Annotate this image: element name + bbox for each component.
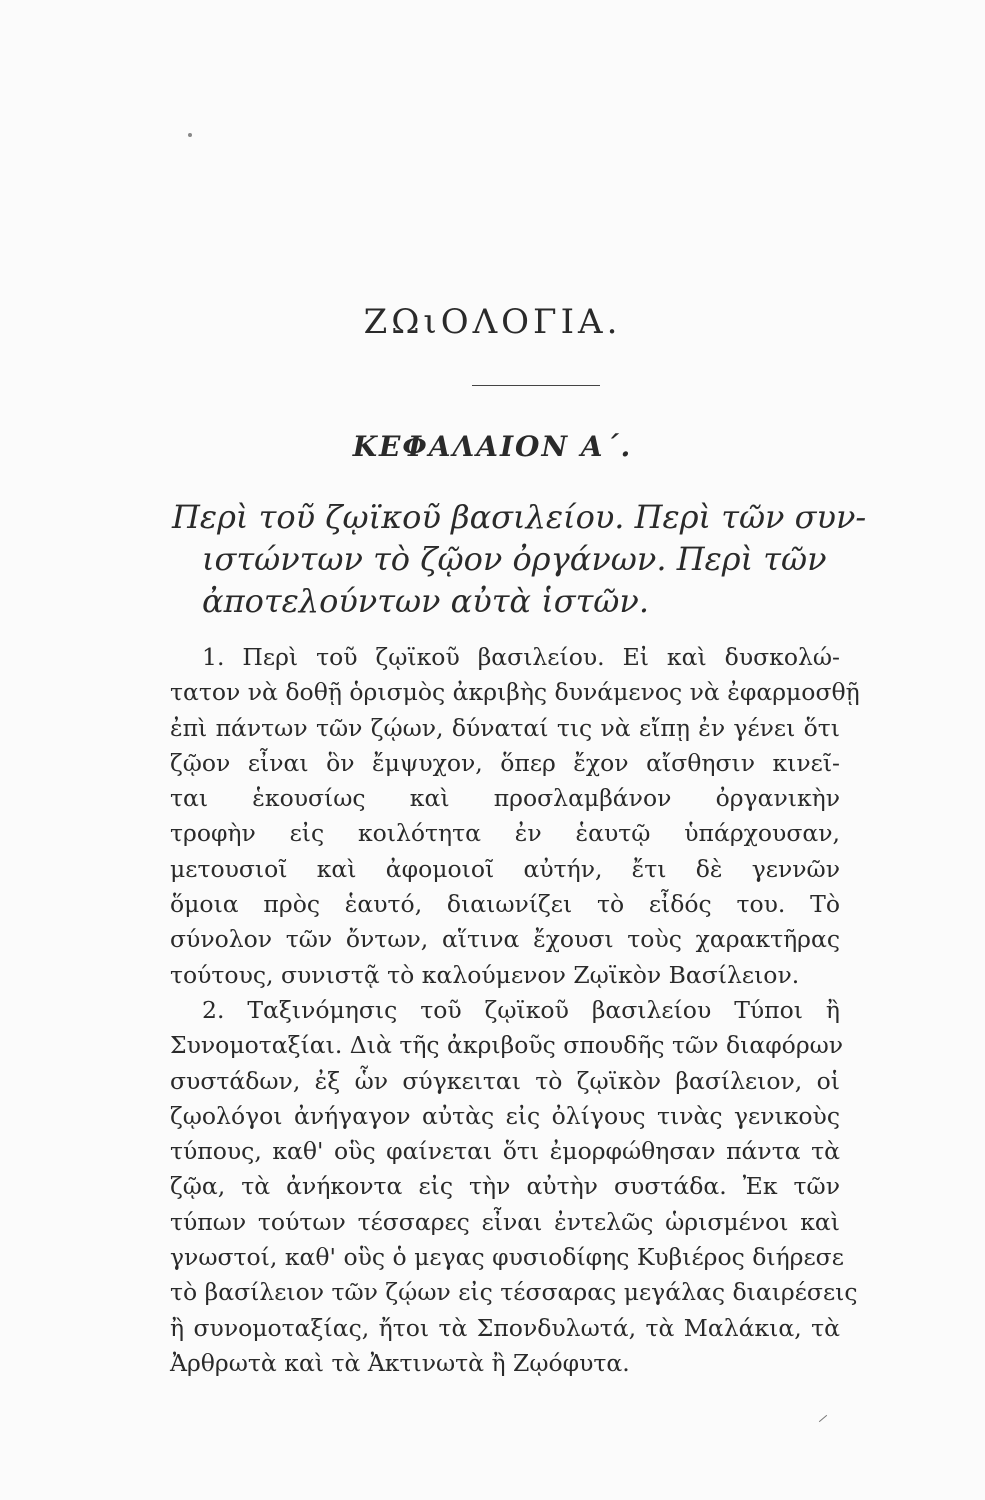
speck-mark <box>188 133 192 137</box>
title-divider <box>472 385 600 386</box>
paragraph-1-line: τούτους, συνιστᾷ τὸ καλούμενον Ζῳϊκὸν Βασίλειον. <box>170 960 800 989</box>
stray-mark <box>819 1415 827 1422</box>
paragraph-1-line: τατον νὰ δοθῇ ὁρισμὸς ἀκριβὴς δυνάμενος νὰ ἐφαρμοσθῇ <box>170 678 860 707</box>
paragraph-1-line: 1. Περὶ τοῦ ζῳϊκοῦ βασιλείου. Εἰ καὶ δυσκολώ- <box>202 643 840 671</box>
paragraph-2-line: γνωστοί, καθ' οὓς ὁ μεγας φυσιοδίφης Κυβιέρος διήρεσε <box>170 1243 844 1272</box>
paragraph-1-line: ται ἑκουσίως καὶ προσλαμβάνον ὀργανικὴν <box>170 784 840 813</box>
paragraph-1-line: ὅμοια πρὸς ἑαυτό, διαιωνίζει τὸ εἶδός του. Τὸ <box>170 890 840 919</box>
page-title: ΖΩιΟΛΟΓΙΑ. <box>363 302 622 342</box>
paragraph-2-line: ζῷα, τὰ ἀνήκοντα εἰς τὴν αὐτὴν συστάδα. Ἐκ τῶν <box>170 1172 840 1201</box>
paragraph-2-line: Συνομοταξίαι. Διὰ τῆς ἀκριβοῦς σπουδῆς τῶν διαφόρων <box>170 1031 844 1060</box>
paragraph-2-line: τὸ βασίλειον τῶν ζῴων εἰς τέσσαρας μεγάλας διαιρέσεις <box>170 1278 858 1307</box>
summary-line: ιστώντων τὸ ζῷον ὀργάνων. Περὶ τῶν <box>202 540 827 578</box>
paragraph-1-line: τροφὴν εἰς κοιλότητα ἐν ἑαυτῷ ὑπάρχουσαν, <box>170 819 840 848</box>
paragraph-2-line: 2. Ταξινόμησις τοῦ ζῳϊκοῦ βασιλείου Τύποι ἢ <box>202 995 840 1024</box>
paragraph-1-line: σύνολον τῶν ὄντων, αἵτινα ἔχουσι τοὺς χαρακτῆρας <box>170 925 840 954</box>
paragraph-2-line: ζῳολόγοι ἀνήγαγον αὐτὰς εἰς ὀλίγους τινὰς γενικοὺς <box>170 1101 840 1130</box>
paragraph-2-line: Ἀρθρωτὰ καὶ τὰ Ἀκτινωτὰ ἢ Ζῳόφυτα. <box>170 1348 630 1377</box>
paragraph-1-line: ἐπὶ πάντων τῶν ζῴων, δύναταί τις νὰ εἴπῃ ἐν γένει ὅτι <box>170 713 840 742</box>
chapter-heading: ΚΕΦΑΛΑΙΟΝ Α΄. <box>352 430 633 463</box>
paragraph-2-line: τύπων τούτων τέσσαρες εἶναι ἐντελῶς ὡρισμένοι καὶ <box>170 1207 840 1236</box>
paragraph-2-line: ἢ συνομοταξίας, ἤτοι τὰ Σπονδυλωτά, τὰ Μαλάκια, τὰ <box>170 1313 840 1342</box>
paragraph-2-line: τύπους, καθ' οὓς φαίνεται ὅτι ἐμορφώθησαν πάντα τὰ <box>170 1137 840 1166</box>
paragraph-1-line: ζῷον εἶναι ὃν ἔμψυχον, ὅπερ ἔχον αἴσθησιν κινεῖ- <box>170 748 840 777</box>
summary-line: ἀποτελούντων αὐτὰ ἱστῶν. <box>202 582 650 620</box>
chapter-summary <box>172 496 867 622</box>
body-text <box>170 640 860 1381</box>
paragraph-2-line: συστάδων, ἐξ ὧν σύγκειται τὸ ζῳϊκὸν βασίλειον, οἱ <box>170 1066 840 1095</box>
summary-line: Περὶ τοῦ ζῳϊκοῦ βασιλείου. Περὶ τῶν συν- <box>172 498 867 536</box>
paragraph-1-line: μετουσιοῖ καὶ ἀφομοιοῖ αὐτήν, ἔτι δὲ γεννῶν <box>170 854 840 883</box>
